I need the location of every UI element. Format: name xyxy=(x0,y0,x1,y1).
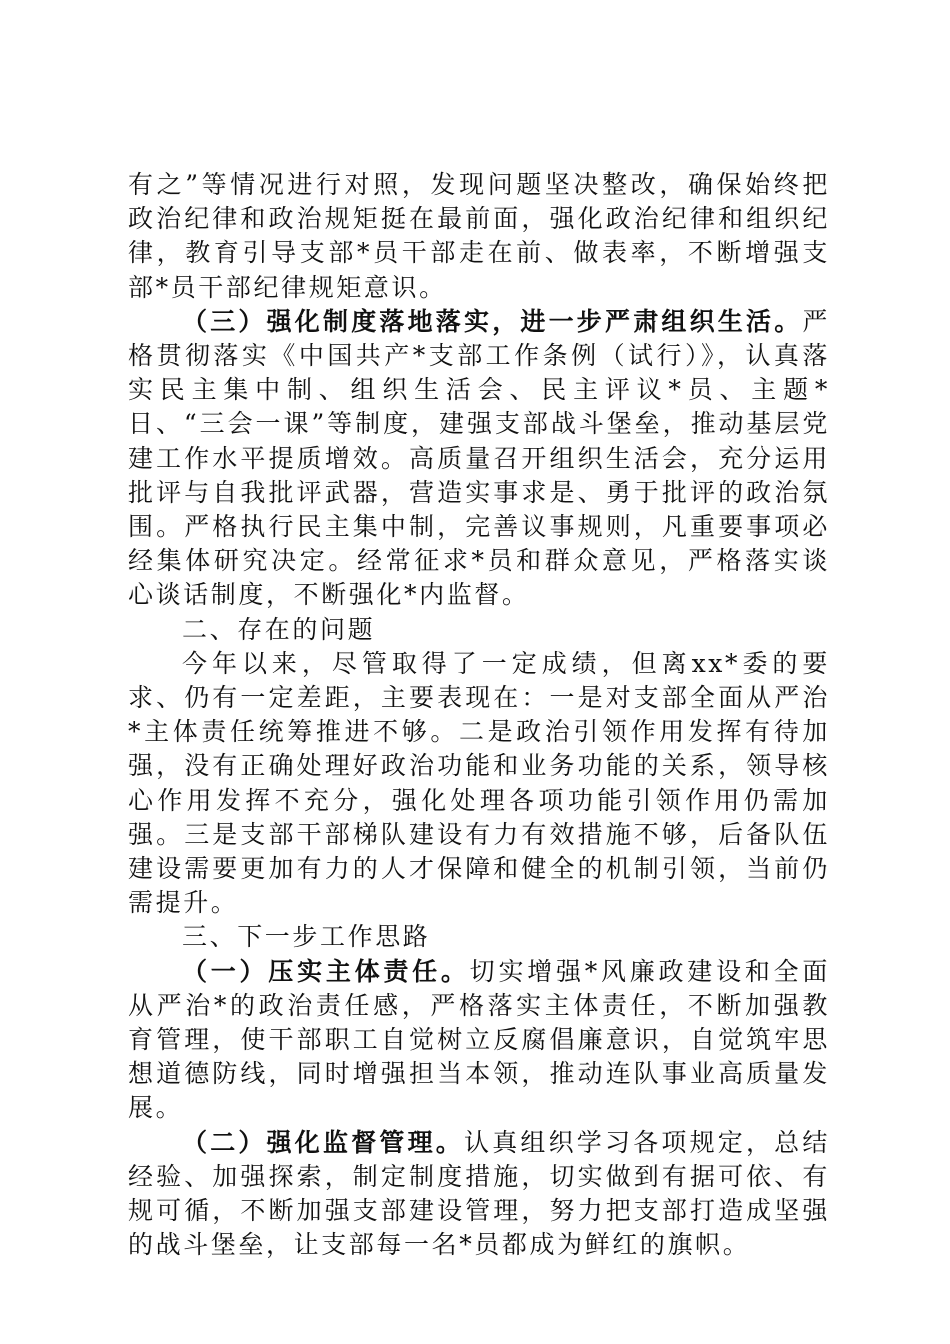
paragraph-text: 今年以来，尽管取得了一定成绩，但离xx*委的要求、仍有一定差距，主要表现在：一是对支部全面从严治*主体责任统筹推进不够。二是政治引领作用发挥有待加强，没有正确处理好政治功能和业务功能的关系，领导核心作用发挥不充分，强化处理各项功能引领作用仍需加强。三是支部干部梯队建设有力有效措施不够，后备队伍建设需要更加有力的人才保障和健全的机制引领，当前仍需提升。 xyxy=(128,648,830,918)
paragraph-lead: （一）压实主体责任。 xyxy=(182,956,470,986)
paragraph-text: 严格贯彻落实《中国共产*支部工作条例（试行）》，认真落实民主集中制、组织生活会、民主评议*员、主题*日、“三会一课”等制度，建强支部战斗堡垒，推动基层党建工作水平提质增效。高质量召开组织生活会，充分运用批评与自我批评武器，营造实事求是、勇于批评的政治氛围。严格执行民主集中制，完善议事规则，凡重要事项必经集体研究决定。经常征求*员和群众意见，严格落实谈心谈话制度，不断强化*内监督。 xyxy=(128,306,830,610)
paragraph-text: 有之”等情况进行对照，发现问题坚决整改，确保始终把政治纪律和政治规矩挺在最前面，强化政治纪律和组织纪律，教育引导支部*员干部走在前、做表率，不断增强支部*员干部纪律规矩意识。 xyxy=(128,170,830,302)
paragraph-supervision xyxy=(128,1126,830,1263)
paragraph-strengthen-system xyxy=(128,305,830,613)
document-body xyxy=(128,168,830,1263)
paragraph-lead: （二）强化监督管理。 xyxy=(182,1127,464,1157)
paragraph-responsibility xyxy=(128,955,830,1126)
section-heading-next-steps: 三、下一步工作思路 xyxy=(182,922,431,952)
paragraph-continuation xyxy=(128,168,830,305)
paragraph-lead: （三）强化制度落地落实，进一步严肃组织生活。 xyxy=(182,306,803,336)
section-heading-problems: 二、存在的问题 xyxy=(182,614,376,644)
paragraph-text: 认真组织学习各项规定，总结经验、加强探索，制定制度措施，切实做到有据可依、有规可循，不断加强支部建设管理，努力把支部打造成坚强的战斗堡垒，让支部每一名*员都成为鲜红的旗帜。 xyxy=(128,1127,830,1260)
paragraph-text: 切实增强*风廉政建设和全面从严治*的政治责任感，严格落实主体责任，不断加强教育管理，使干部职工自觉树立反腐倡廉意识，自觉筑牢思想道德防线，同时增强担当本领，推动连队事业高质量发展。 xyxy=(128,956,830,1123)
paragraph-problems xyxy=(128,647,830,921)
